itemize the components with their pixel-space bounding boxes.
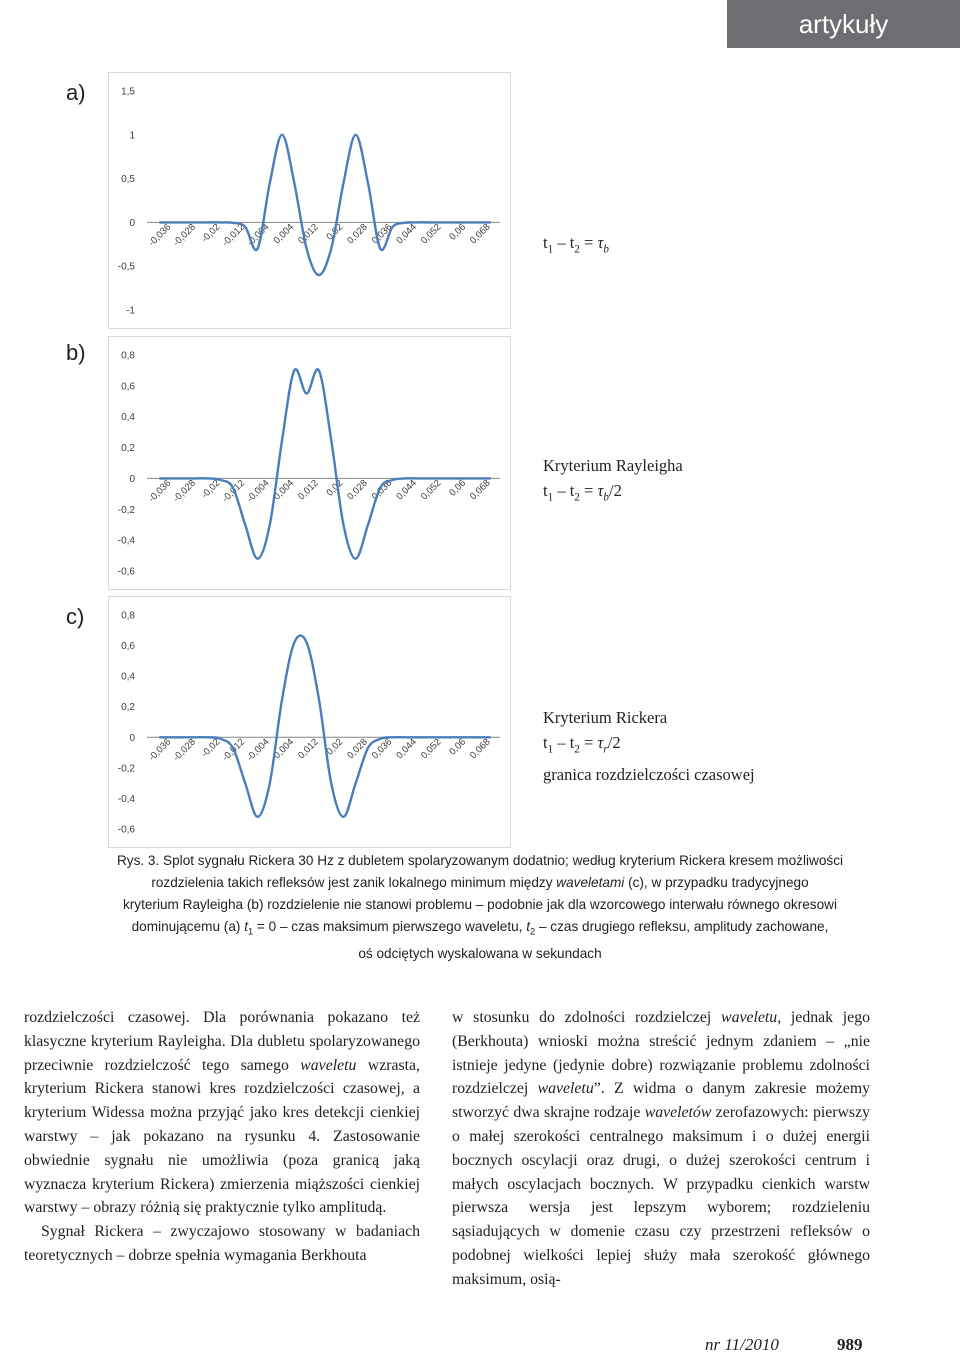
y-tick-label: 0,8	[121, 610, 135, 622]
text-run: t	[569, 233, 575, 252]
panel-letter-c: c)	[66, 604, 85, 629]
text-run: 2	[574, 491, 580, 504]
y-tick-label: 0,8	[121, 350, 135, 362]
x-tick-label: 0,068	[468, 477, 493, 503]
text-run: –	[553, 733, 570, 752]
body-column-left	[24, 1006, 420, 1268]
x-tick-label: -0,02	[199, 477, 223, 501]
x-tick-label: 0,02	[324, 221, 346, 243]
annotation-line	[543, 453, 683, 478]
x-tick-label: -0,036	[146, 736, 174, 764]
text-run: –	[553, 233, 570, 252]
y-tick-label: -0,5	[117, 261, 135, 273]
text-run: =	[579, 733, 598, 752]
y-tick-label: -0,6	[117, 566, 135, 578]
text-run: kryterium Rayleigha (b) rozdzielenie nie stanowi problemu – podobnie jak dla wzorcowego interwału równego okresowi	[122, 897, 838, 912]
x-tick-label: 0,012	[296, 221, 321, 247]
x-tick-label: 0,036	[369, 477, 395, 503]
text-run: 1	[547, 743, 554, 756]
y-tick-label: 0	[129, 732, 135, 744]
x-tick-label: -0,004	[244, 736, 272, 764]
section-label: artykuły	[798, 9, 889, 39]
annotation-line	[543, 730, 755, 762]
y-tick-label: 0,6	[121, 641, 135, 653]
text-run: τ	[597, 233, 604, 252]
y-tick-label: 0,2	[121, 443, 135, 455]
series-line	[159, 135, 491, 275]
x-tick-label: -0,012	[220, 477, 248, 505]
figure-caption	[0, 850, 960, 965]
text-run: wzrasta, kryterium Rickera stanowi kres rozdzielczości czasowej, a kryterium Widessa można przyjąć jako kres detekcji cienkiej warstwy – jak pokazano na rysunku 4. Zastosowanie obwiednie sygnału nie umożliwia (poza granicą jaką wyznacza kryterium Rickera) zmierzenia miąższości cienkiej warstwy – obrazy różnią się praktycznie tylko amplitudą.	[24, 1056, 420, 1217]
text-run: = 0 – czas maksimum pierwszego waveletu,	[253, 919, 527, 934]
y-tick-label: -0,2	[117, 763, 135, 775]
y-tick-label: -0,4	[117, 535, 135, 547]
text-run: oś odciętych wyskalowana w sekundach	[358, 945, 602, 961]
section-tab	[727, 0, 960, 48]
x-tick-label: 0,004	[271, 477, 297, 503]
text-run: waveletami	[556, 875, 625, 890]
x-tick-label: 0,068	[468, 221, 493, 247]
chart-panel-b	[108, 336, 511, 590]
text-run: granica rozdzielczości czasowej	[543, 765, 755, 785]
text-run: waveletu	[721, 1009, 778, 1026]
x-tick-label: 0,02	[324, 477, 346, 499]
x-tick-label: -0,028	[171, 477, 198, 505]
y-tick-label: -1	[126, 305, 135, 317]
chart-panel-c	[108, 596, 511, 848]
caption-line	[0, 872, 960, 894]
text-run: r	[603, 743, 608, 756]
text-run: 2	[574, 743, 580, 756]
text-run: zerofazowych: pierwszy o małej szerokości centralnego maksimum i o dużej energii bocznych oscylacji oraz drugi, o dużej szerokości centrum i małych oscylacjach bocznych. W przypadku cienkich warstw pierwsza wersja jest lepszym wyborem; rozdzieleniu sąsiadujących w domenie czasu czy przestrzeni refleksów o podobnej wielkości lepiej służy mała szerokość głównego maksimum, osią-	[452, 1104, 870, 1288]
paragraph	[24, 1006, 420, 1220]
series-line	[159, 635, 491, 816]
text-run: waveletów	[644, 1104, 712, 1122]
x-tick-label: 0,044	[394, 736, 419, 762]
x-tick-label: -0,012	[220, 736, 248, 764]
paragraph	[24, 1220, 420, 1268]
text-run: τ	[597, 733, 604, 752]
annotation-panel-a	[543, 230, 609, 262]
x-tick-label: 0,028	[345, 736, 370, 762]
annotation-panel-c	[543, 705, 755, 787]
x-tick-label: 0,052	[418, 477, 444, 503]
x-tick-label: 0,004	[271, 736, 297, 762]
caption-line	[0, 916, 960, 943]
annotation-line	[543, 230, 609, 262]
text-run: ”. Z widma o danym zakresie możemy stworzyć dwa skrajne rodzaje	[452, 1080, 871, 1122]
x-tick-label: 0,06	[447, 736, 469, 758]
chart-svg	[109, 337, 510, 589]
x-tick-label: -0,036	[146, 477, 174, 505]
y-tick-label: 0	[129, 473, 135, 485]
x-tick-label: 0,028	[345, 477, 370, 503]
x-tick-label: 0,02	[324, 736, 346, 758]
text-run: (c), w przypadku tradycyjnego	[624, 875, 809, 890]
text-run: 2	[574, 243, 580, 256]
text-run: 2	[530, 926, 536, 937]
y-tick-label: 1	[129, 130, 135, 142]
text-run: –	[553, 481, 570, 500]
y-tick-label: -0,2	[117, 504, 135, 516]
text-run: t	[543, 481, 548, 500]
x-tick-label: -0,012	[220, 221, 248, 249]
text-run: b	[603, 243, 609, 256]
annotation-line	[543, 705, 755, 730]
y-tick-label: 0	[129, 217, 135, 229]
caption-line	[0, 850, 960, 872]
text-run: – czas drugiego refleksu, amplitudy zachowane,	[535, 919, 829, 934]
paragraph	[452, 1006, 870, 1292]
text-run: =	[579, 233, 598, 252]
text-run: w stosunku do zdolności rozdzielczej	[452, 1009, 722, 1026]
text-run: Sygnał Rickera – zwyczajowo stosowany w badaniach teoretycznych – dobrze spełnia wymagania Berkhouta	[24, 1223, 420, 1264]
panel-letter-b: b)	[66, 340, 86, 365]
annotation-panel-b	[543, 453, 683, 510]
x-tick-label: 0,052	[418, 221, 444, 247]
series-line	[159, 369, 491, 559]
x-tick-label: 0,06	[447, 477, 469, 499]
chart-svg	[109, 597, 510, 847]
x-tick-label: 0,036	[369, 736, 395, 762]
x-tick-label: -0,028	[171, 736, 198, 764]
x-tick-label: 0,044	[394, 477, 419, 503]
text-run: Rys. 3. Splot sygnału Rickera 30 Hz z dubletem spolaryzowanym dodatnio; według kryterium Rickera kresem możliwości	[116, 853, 844, 868]
text-run: rozdzielczości czasowej. Dla porównania pokazano też klasyczne kryterium Rayleigha. Dla dubletu spolaryzowanego przeciwnie rozdzielczość tego samego	[24, 1009, 420, 1074]
text-run: τ	[597, 481, 604, 500]
caption-line	[0, 894, 960, 916]
y-tick-label: -0,4	[117, 793, 135, 805]
text-run: rozdzielenia takich refleksów jest zanik lokalnego minimum między	[151, 875, 557, 890]
y-tick-label: 0,4	[121, 671, 135, 683]
panel-letter-a: a)	[66, 80, 86, 105]
x-tick-label: 0,004	[271, 221, 297, 247]
x-tick-label: 0,036	[369, 221, 395, 247]
text-run: t	[569, 733, 575, 752]
text-run: b	[603, 491, 609, 504]
text-run: /2	[608, 481, 622, 500]
caption-line	[0, 943, 960, 965]
y-tick-label: 0,4	[121, 412, 135, 424]
issue-label: nr 11/2010	[705, 1335, 779, 1354]
text-run: 1	[247, 926, 254, 937]
text-run: 1	[547, 243, 554, 256]
x-tick-label: -0,036	[146, 221, 174, 249]
x-tick-label: 0,028	[345, 221, 370, 247]
chart-svg	[109, 73, 510, 328]
text-run: Kryterium Rickera	[543, 708, 668, 727]
x-tick-label: 0,044	[394, 221, 419, 247]
text-run: t	[543, 733, 548, 752]
body-column-right	[452, 1006, 870, 1292]
y-tick-label: 1,5	[121, 86, 135, 98]
x-tick-label: 0,068	[468, 736, 493, 762]
x-tick-label: 0,052	[418, 736, 444, 762]
x-tick-label: -0,028	[171, 221, 198, 249]
text-run: 1	[547, 491, 554, 504]
text-run: , jednak jego (Berkhouta) wnioski można streścić jednym zdaniem – „nie istnieje jedyne (jedynie dobre) rozwiązanie problemu zdolności rozdzielczej	[452, 1009, 870, 1098]
text-run: t	[569, 481, 575, 500]
text-run: dominującemu (a)	[131, 919, 245, 934]
text-run: t	[244, 919, 248, 934]
x-tick-label: 0,012	[296, 736, 321, 762]
page-number: 989	[837, 1335, 863, 1354]
y-tick-label: 0,5	[121, 174, 135, 186]
annotation-line	[543, 478, 683, 510]
text-run: t	[526, 919, 531, 934]
x-tick-label: -0,02	[199, 736, 223, 760]
x-tick-label: -0,02	[199, 221, 223, 245]
x-tick-label: -0,004	[244, 477, 272, 505]
x-tick-label: 0,012	[296, 477, 321, 503]
text-run: /2	[607, 733, 621, 752]
chart-panel-a	[108, 72, 511, 329]
text-run: t	[543, 233, 548, 252]
annotation-line	[543, 762, 755, 787]
y-tick-label: -0,6	[117, 824, 135, 836]
y-tick-label: 0,2	[121, 702, 135, 714]
text-run: Kryterium Rayleigha	[543, 456, 683, 475]
text-run: =	[579, 481, 598, 500]
page-footer	[705, 1335, 945, 1357]
x-tick-label: -0,004	[244, 221, 272, 249]
text-run: waveletu	[300, 1056, 357, 1074]
x-tick-label: 0,06	[447, 221, 469, 243]
y-tick-label: 0,6	[121, 381, 135, 393]
text-run: waveletu	[537, 1080, 594, 1098]
